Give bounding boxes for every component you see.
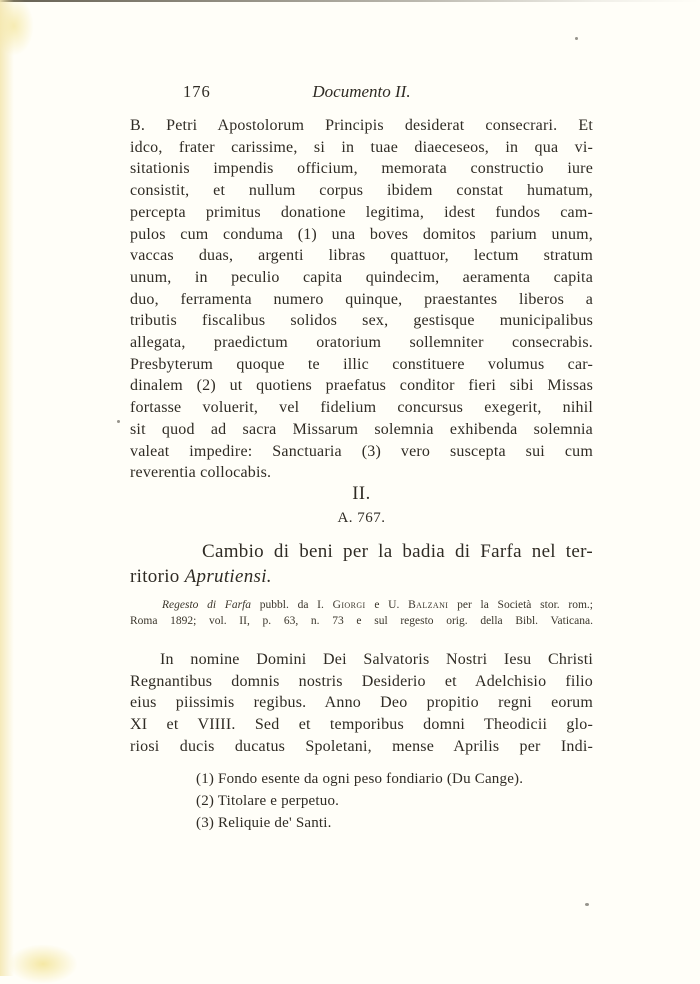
- text-line: In nomine Domini Dei Salvatoris Nostri Iesu Christi: [160, 651, 593, 668]
- heading-italic-place-name: Aprutiensi.: [184, 565, 272, 587]
- heading-line: [130, 565, 593, 590]
- editor-name: Giorgi: [332, 599, 366, 611]
- text-line: fortasse voluerit, vel fidelium concursus exegerit, nihil: [130, 399, 593, 417]
- text-line: unum, in peculio capita quindecim, aeramenta capita: [130, 268, 593, 286]
- text-line: XI et VIIII. Sed et temporibus domni Theodicii glo-: [130, 716, 593, 734]
- footnote: (1) Fondo esente da ogni peso fondiario (Du Cange).: [196, 771, 524, 787]
- text-line: reverentia collocabis.: [130, 464, 272, 482]
- page-left-edge-tint: [0, 0, 14, 976]
- footnote: (2) Titolare e perpetuo.: [196, 793, 340, 809]
- text-line: B. Petri Apostolorum Principis desiderat consecrari. Et: [130, 117, 593, 134]
- section-year: A. 767.: [337, 510, 386, 526]
- running-header: [130, 82, 593, 102]
- reference-text: per la Società stor. rom.;: [448, 599, 593, 611]
- text-line: valeat impedire: Sanctuaria (3) vero suscepta sui cum: [130, 442, 593, 460]
- bibliographic-reference: [130, 598, 593, 629]
- text-line: tributis fiscalibus solidos sex, gestisque municipalibus: [130, 312, 593, 330]
- heading-roman: ritorio: [130, 565, 185, 587]
- section-number: II.: [352, 484, 371, 504]
- page-top-edge-shadow: [0, 0, 700, 2]
- paper-stain-bottom-left: [8, 944, 78, 984]
- ink-speck: [585, 903, 589, 906]
- footnotes: [130, 768, 593, 834]
- paragraph-document-2: [130, 649, 593, 758]
- running-title: Documento II.: [312, 82, 411, 101]
- reference-text: e U.: [365, 599, 409, 611]
- ink-speck: [117, 420, 120, 423]
- editor-name: Balzani: [408, 599, 449, 611]
- text-line: Presbyterum quoque te illic constituere volumus car-: [130, 355, 593, 373]
- heading-line: Cambio di beni per la badia di Farfa nel ter-: [202, 541, 593, 562]
- paper-stain-top-left: [0, 0, 34, 56]
- paragraph-document-1: [130, 115, 593, 484]
- text-line: dinalem (2) ut quotiens praefatus conditor fieri sibi Missas: [130, 377, 593, 395]
- reference-line: [130, 598, 593, 614]
- text-line: riosi ducis ducatus Spoletani, mense Aprilis per Indi-: [130, 737, 593, 755]
- reference-work-title: Regesto di Farfa: [162, 599, 252, 611]
- text-line: duo, ferramenta numero quinque, praestantes liberos a: [130, 290, 593, 308]
- text-line: consistit, et nullum corpus ibidem constat humatum,: [130, 182, 593, 200]
- document-heading: [130, 540, 593, 589]
- footnote: (3) Reliquie de' Santi.: [196, 815, 332, 831]
- text-line: sit quod ad sacra Missarum solemnia exhibenda solemnia: [130, 420, 593, 438]
- text-line: allegata, praedictum oratorium sollemniter consecrabis.: [130, 334, 593, 352]
- text-line: sitationis impendis officium, memorata constructio iure: [130, 160, 593, 178]
- text-line: idco, frater carissime, si in tuae diaeceseos, in qua vi-: [130, 138, 593, 156]
- reference-line: Roma 1892; vol. II, p. 63, n. 73 e sul regesto orig. della Bibl. Vaticana.: [130, 614, 593, 627]
- text-line: vaccas duas, argenti libras quattuor, lectum stratum: [130, 247, 593, 265]
- ink-speck: [575, 37, 578, 40]
- text-line: percepta primitus donatione legitima, idest fundos cam-: [130, 203, 593, 221]
- reference-text: pubbl. da I.: [251, 599, 333, 611]
- text-line: eius piissimis regibus. Anno Deo propitio regni eorum: [130, 694, 593, 712]
- text-line: pulos cum conduma (1) una boves domitos parium unum,: [130, 225, 593, 243]
- page-number: 176: [183, 82, 211, 101]
- text-line: Regnantibus domnis nostris Desiderio et Adelchisio filio: [130, 672, 593, 690]
